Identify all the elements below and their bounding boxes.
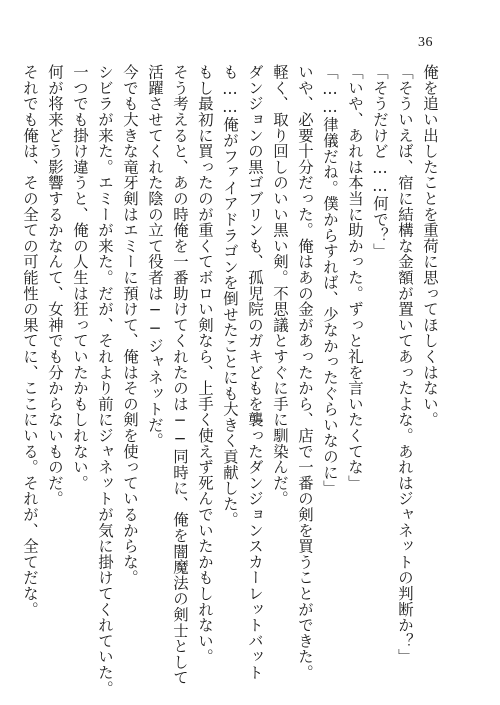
text-line: も……俺がファイアドラゴンを倒せたことにも大きく貢献した。 bbox=[221, 64, 239, 528]
text-line: 「いや、あれは本当に助かった。ずっと礼を言いたくてな」 bbox=[346, 64, 364, 491]
text-line: シビラが来た。エミーが来た。だが、それより前にジャネットが気に掛けてくれていた。 bbox=[96, 64, 114, 696]
text-line: 何が将来どう影響するかなんて、女神でも分からないものだ。 bbox=[46, 64, 64, 507]
text-line: 「……律儀だね。僕からすれば、少なかったぐらいなのに」 bbox=[321, 64, 339, 496]
text-line: 活躍させてくれた陰の立て役者は──ジャネットだ。 bbox=[146, 64, 164, 449]
text-line: 俺を追い出したことを重荷に思ってほしくはない。 bbox=[421, 64, 439, 428]
body-text bbox=[17, 64, 442, 696]
text-line: 「そうだけど……何で？」 bbox=[371, 64, 389, 259]
text-line: いや、必要十分だった。俺はあの金があったから、店で一番の剣を買うことができた。 bbox=[296, 64, 314, 681]
text-line: それでも俺は、その全ての可能性の果てに、ここにいる。それが、全てだな。 bbox=[21, 64, 39, 617]
text-line: もし最初に買ったのが重くてボロい剣なら、上手く使えず死んでいたかもしれない。 bbox=[196, 64, 214, 665]
text-line: ダンジョンの黒ゴブリンも、孤児院のガキどもを襲ったダンジョンスカーレットバット bbox=[246, 64, 264, 681]
text-line: そう考えると、あの時俺を一番助けてくれたのは──同時に、俺を闇魔法の剣士として bbox=[171, 64, 189, 686]
page-number: 36 bbox=[418, 35, 433, 50]
text-line: 一つでも掛け違うと、俺の人生は狂っていたかもしれない。 bbox=[71, 64, 89, 491]
text-line: 軽く、取り回しのいい黒い剣。不思議とすぐに手に馴染んだ。 bbox=[271, 64, 289, 507]
text-line: 「そういえば、宿に結構な金額が置いてあったよな。あれはジャネットの判断か？」 bbox=[396, 64, 414, 665]
text-line: 今でも大きな竜牙剣はエミーに預けて、俺はその剣を使っているからな。 bbox=[121, 64, 139, 586]
